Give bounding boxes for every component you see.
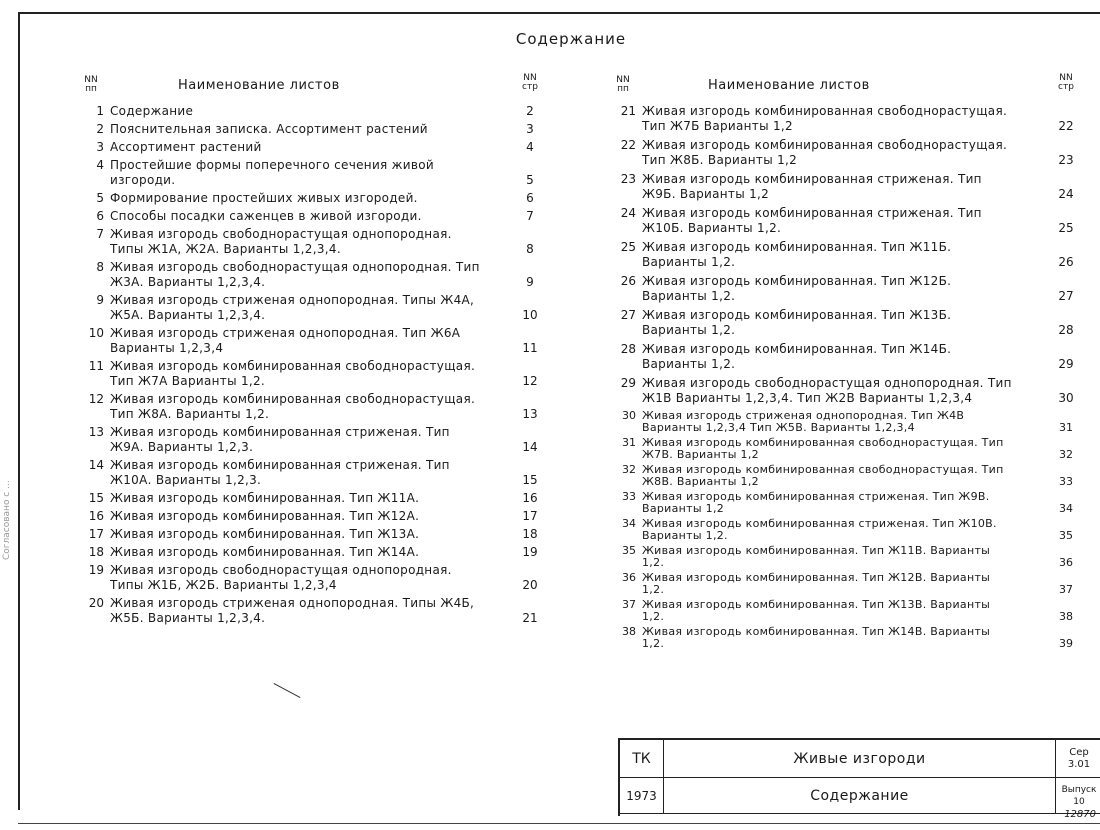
row-title: Живая изгородь комбинированная свободнорастущая. Тип Ж8А. Варианты 1,2. — [110, 392, 476, 421]
contents-row — [612, 104, 1090, 134]
row-number: 3 — [96, 140, 104, 154]
row-title: Живая изгородь комбинированная свободнорастущая. Тип Ж7В. Варианты 1,2 — [642, 436, 1004, 461]
row-title: Содержание — [110, 104, 194, 118]
pen-mark — [274, 683, 301, 698]
contents-row — [612, 138, 1090, 168]
row-title: Живая изгородь комбинированная стриженая. Тип Ж10Б. Варианты 1,2. — [642, 206, 982, 235]
column-header — [612, 70, 1090, 104]
row-page: 23 — [1058, 153, 1074, 167]
row-page: 9 — [526, 275, 534, 289]
row-title: Живая изгородь стриженая однопородная. Типы Ж4Б, Ж5Б. Варианты 1,2,3,4. — [110, 596, 475, 625]
row-number: 38 — [622, 625, 636, 638]
contents-column-left — [80, 70, 560, 629]
contents-row — [80, 392, 560, 422]
row-title: Живая изгородь комбинированная стриженая. Тип Ж10В. Варианты 1,2. — [642, 517, 997, 542]
row-number: 36 — [622, 571, 636, 584]
row-number: 27 — [620, 308, 636, 322]
header-name: Наименование листов — [178, 78, 340, 93]
contents-row — [612, 206, 1090, 236]
row-page: 17 — [522, 509, 538, 523]
row-page: 3 — [526, 122, 534, 136]
contents-row — [612, 410, 1090, 434]
row-number: 9 — [96, 293, 104, 307]
contents-row — [612, 491, 1090, 515]
row-page: 34 — [1059, 502, 1073, 515]
row-title: Простейшие формы поперечного сечения живой изгороди. — [110, 158, 434, 187]
row-title: Живая изгородь комбинированная. Тип Ж14А. — [110, 545, 420, 559]
contents-list-right — [612, 104, 1090, 650]
row-page: 2 — [526, 104, 534, 118]
row-page: 27 — [1058, 289, 1074, 303]
contents-row — [80, 326, 560, 356]
row-number: 2 — [96, 122, 104, 136]
contents-row — [612, 342, 1090, 372]
contents-column-right — [612, 70, 1090, 653]
row-title: Пояснительная записка. Ассортимент растений — [110, 122, 428, 136]
row-number: 29 — [620, 376, 636, 390]
header-page: NN стр — [522, 73, 538, 92]
row-page: 12 — [522, 374, 538, 388]
row-title: Живая изгородь комбинированная свободнорастущая. Тип Ж8Б. Варианты 1,2 — [642, 138, 1008, 167]
row-page: 19 — [522, 545, 538, 559]
row-page: 10 — [522, 308, 538, 322]
row-page: 39 — [1059, 637, 1073, 650]
row-title: Живая изгородь свободнорастущая однопородная. Тип Ж3А. Варианты 1,2,3,4. — [110, 260, 480, 289]
stamp-series-label: Сер — [1069, 746, 1089, 758]
row-title: Живая изгородь комбинированная. Тип Ж12В. Варианты 1,2. — [642, 571, 991, 596]
contents-row — [612, 545, 1090, 569]
row-page: 4 — [526, 140, 534, 154]
margin-note: Согласовано с ... — [2, 480, 12, 560]
contents-row — [80, 458, 560, 488]
row-page: 24 — [1058, 187, 1074, 201]
stamp-issue-label: Выпуск — [1061, 784, 1097, 795]
row-page: 15 — [522, 473, 538, 487]
contents-row — [80, 104, 560, 119]
sheet-number: 12870 — [1064, 809, 1096, 820]
contents-row — [80, 359, 560, 389]
stamp-year: 1973 — [620, 778, 664, 814]
row-page: 38 — [1059, 610, 1073, 623]
row-number: 24 — [620, 206, 636, 220]
row-number: 28 — [620, 342, 636, 356]
row-title: Живая изгородь комбинированная свободнорастущая. Тип Ж8В. Варианты 1,2 — [642, 463, 1004, 488]
row-title: Живая изгородь стриженая однопородная. Тип Ж6А Варианты 1,2,3,4 — [110, 326, 461, 355]
row-page: 36 — [1059, 556, 1073, 569]
row-page: 8 — [526, 242, 534, 256]
row-number: 11 — [88, 359, 104, 373]
row-page: 32 — [1059, 448, 1073, 461]
contents-row — [612, 376, 1090, 406]
row-number: 31 — [622, 436, 636, 449]
row-page: 5 — [526, 173, 534, 187]
frame-bottom-line — [18, 823, 1100, 824]
header-page: NN стр — [1058, 73, 1074, 92]
row-number: 1 — [96, 104, 104, 118]
stamp-series-value: 3.01 — [1067, 758, 1091, 770]
row-page: 31 — [1059, 421, 1073, 434]
contents-row — [612, 274, 1090, 304]
row-title: Живая изгородь комбинированная. Тип Ж11Б. Варианты 1,2. — [642, 240, 952, 269]
row-title: Живая изгородь свободнорастущая однопородная. Типы Ж1А, Ж2А. Варианты 1,2,3,4. — [110, 227, 452, 256]
row-number: 6 — [96, 209, 104, 223]
row-title: Живая изгородь комбинированная стриженая. Тип Ж9В. Варианты 1,2 — [642, 490, 990, 515]
row-number: 18 — [88, 545, 104, 559]
row-title: Живая изгородь комбинированная. Тип Ж13В. Варианты 1,2. — [642, 598, 991, 623]
row-title: Живая изгородь комбинированная. Тип Ж12Б. Варианты 1,2. — [642, 274, 952, 303]
row-number: 33 — [622, 490, 636, 503]
row-number: 13 — [88, 425, 104, 439]
row-page: 26 — [1058, 255, 1074, 269]
row-title: Живая изгородь комбинированная стриженая. Тип Ж10А. Варианты 1,2,3. — [110, 458, 450, 487]
row-page: 33 — [1059, 475, 1073, 488]
contents-row — [80, 140, 560, 155]
header-name: Наименование листов — [708, 78, 870, 93]
contents-row — [612, 599, 1090, 623]
contents-row — [612, 572, 1090, 596]
stamp-issue-value: 10 — [1073, 796, 1085, 807]
row-page: 29 — [1058, 357, 1074, 371]
row-title: Живая изгородь комбинированная. Тип Ж11В. Варианты 1,2. — [642, 544, 991, 569]
row-number: 19 — [88, 563, 104, 577]
row-page: 11 — [522, 341, 538, 355]
row-title: Живая изгородь комбинированная. Тип Ж12А. — [110, 509, 420, 523]
row-number: 35 — [622, 544, 636, 557]
row-page: 6 — [526, 191, 534, 205]
row-page: 20 — [522, 578, 538, 592]
contents-row — [612, 172, 1090, 202]
page-title: Содержание — [515, 30, 627, 48]
row-title: Живая изгородь свободнорастущая однопородная. Типы Ж1Б, Ж2Б. Варианты 1,2,3,4 — [110, 563, 452, 592]
row-title: Живая изгородь комбинированная. Тип Ж13А. — [110, 527, 420, 541]
row-number: 7 — [96, 227, 104, 241]
row-page: 37 — [1059, 583, 1073, 596]
row-title: Живая изгородь комбинированная. Тип Ж11А. — [110, 491, 420, 505]
contents-row — [80, 509, 560, 524]
row-number: 4 — [96, 158, 104, 172]
stamp-subtitle: Содержание — [664, 778, 1056, 814]
row-page: 35 — [1059, 529, 1073, 542]
row-title: Живая изгородь свободнорастущая однопородная. Тип Ж1В Варианты 1,2,3,4. Тип Ж2В Варианты 1,2,3,4 — [642, 376, 1012, 405]
row-number: 16 — [88, 509, 104, 523]
contents-row — [80, 491, 560, 506]
row-number: 25 — [620, 240, 636, 254]
contents-row — [80, 527, 560, 542]
frame-top-line — [18, 12, 1100, 14]
row-number: 12 — [88, 392, 104, 406]
contents-row — [612, 240, 1090, 270]
row-title: Живая изгородь стриженая однопородная. Типы Ж4А, Ж5А. Варианты 1,2,3,4. — [110, 293, 475, 322]
row-page: 30 — [1058, 391, 1074, 405]
row-number: 30 — [622, 409, 636, 422]
row-page: 16 — [522, 491, 538, 505]
row-number: 34 — [622, 517, 636, 530]
contents-row — [80, 158, 560, 188]
row-page: 18 — [522, 527, 538, 541]
header-nn: NN пп — [84, 75, 98, 94]
contents-row — [612, 518, 1090, 542]
row-number: 14 — [88, 458, 104, 472]
contents-row — [612, 308, 1090, 338]
row-number: 22 — [620, 138, 636, 152]
header-nn: NN пп — [616, 75, 630, 94]
contents-row — [612, 626, 1090, 650]
column-header — [80, 70, 560, 104]
row-title: Способы посадки саженцев в живой изгороди. — [110, 209, 422, 223]
contents-row — [80, 227, 560, 257]
row-title: Формирование простейших живых изгородей. — [110, 191, 418, 205]
row-page: 14 — [522, 440, 538, 454]
row-page: 28 — [1058, 323, 1074, 337]
title-block — [618, 738, 1100, 816]
row-number: 32 — [622, 463, 636, 476]
row-page: 25 — [1058, 221, 1074, 235]
row-number: 8 — [96, 260, 104, 274]
contents-row — [80, 563, 560, 593]
row-number: 37 — [622, 598, 636, 611]
row-number: 21 — [620, 104, 636, 118]
row-title: Живая изгородь стриженая однопородная. Тип Ж4В Варианты 1,2,3,4 Тип Ж5В. Варианты 1,2,3,4 — [642, 409, 965, 434]
contents-row — [80, 191, 560, 206]
row-title: Живая изгородь комбинированная стриженая. Тип Ж9Б. Варианты 1,2 — [642, 172, 982, 201]
row-title: Живая изгородь комбинированная стриженая. Тип Ж9А. Варианты 1,2,3. — [110, 425, 450, 454]
row-page: 13 — [522, 407, 538, 421]
row-number: 26 — [620, 274, 636, 288]
row-page: 21 — [522, 611, 538, 625]
contents-row — [80, 209, 560, 224]
contents-list-left — [80, 104, 560, 626]
contents-row — [80, 122, 560, 137]
row-number: 17 — [88, 527, 104, 541]
contents-row — [80, 545, 560, 560]
row-number: 10 — [88, 326, 104, 340]
contents-row — [80, 293, 560, 323]
stamp-series — [1056, 740, 1100, 778]
row-number: 5 — [96, 191, 104, 205]
row-title: Живая изгородь комбинированная свободнорастущая. Тип Ж7А Варианты 1,2. — [110, 359, 476, 388]
row-number: 23 — [620, 172, 636, 186]
row-number: 20 — [88, 596, 104, 610]
contents-row — [80, 596, 560, 626]
stamp-title: Живые изгороди — [664, 740, 1056, 778]
row-number: 15 — [88, 491, 104, 505]
contents-row — [80, 425, 560, 455]
contents-row — [612, 464, 1090, 488]
frame-left-line — [18, 12, 20, 810]
contents-row — [80, 260, 560, 290]
row-page: 7 — [526, 209, 534, 223]
stamp-org: ТК — [620, 740, 664, 778]
row-title: Живая изгородь комбинированная. Тип Ж13Б. Варианты 1,2. — [642, 308, 952, 337]
row-title: Живая изгородь комбинированная свободнорастущая. Тип Ж7Б Варианты 1,2 — [642, 104, 1008, 133]
contents-row — [612, 437, 1090, 461]
row-title: Живая изгородь комбинированная. Тип Ж14В. Варианты 1,2. — [642, 625, 991, 650]
row-page: 22 — [1058, 119, 1074, 133]
row-title: Ассортимент растений — [110, 140, 262, 154]
row-title: Живая изгородь комбинированная. Тип Ж14Б. Варианты 1,2. — [642, 342, 952, 371]
